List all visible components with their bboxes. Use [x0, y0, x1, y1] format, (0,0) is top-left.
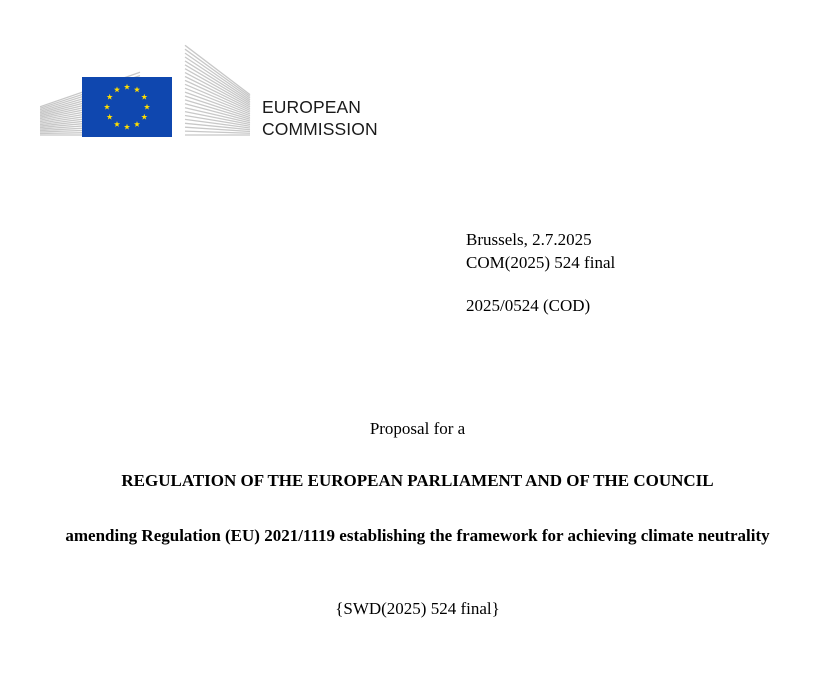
document-meta [466, 228, 615, 317]
european-commission-logo [40, 35, 255, 140]
logo-graphic [40, 35, 255, 140]
proposal-label: Proposal for a [369, 419, 466, 438]
document-title: REGULATION OF THE EUROPEAN PARLIAMENT AND OF THE COUNCIL [121, 471, 714, 490]
document-subtitle: amending Regulation (EU) 2021/1119 establishing the framework for achieving climate neutrality [65, 526, 770, 545]
place-date: Brussels, 2.7.2025 [466, 230, 592, 249]
organization-name [262, 96, 378, 140]
com-number: COM(2025) 524 final [466, 253, 616, 272]
logo-building-right [185, 45, 250, 135]
document-reference: {SWD(2025) 524 final} [335, 599, 500, 618]
org-line-1: EUROPEAN [262, 97, 362, 117]
org-line-2: COMMISSION [262, 119, 378, 139]
procedure-number: 2025/0524 (COD) [466, 296, 591, 315]
